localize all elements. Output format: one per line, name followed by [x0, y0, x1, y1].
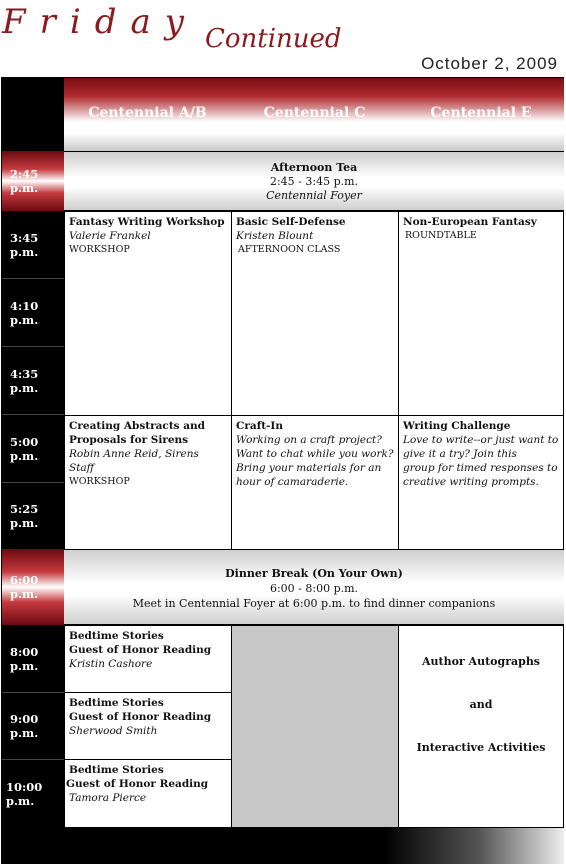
session-author-autographs — [398, 625, 564, 828]
time-label: 4:35 p.m. — [10, 366, 39, 395]
session-title-line1: Creating Abstracts and — [69, 420, 206, 432]
afternoon-tea-band — [64, 151, 564, 211]
session-craft-in — [231, 415, 399, 550]
time-slot-600 — [2, 549, 64, 625]
session-type: AFTERNOON CLASS — [238, 244, 341, 255]
time-slot-245 — [2, 151, 64, 211]
session-bedtime-stories-smith — [64, 692, 232, 760]
time-slot-410 — [2, 279, 64, 347]
session-title-line2: Guest of Honor Reading — [66, 778, 209, 790]
session-presenter: Kristen Blount — [236, 230, 314, 242]
session-desc-line: Working on a craft project? — [236, 434, 382, 446]
session-type: ROUNDTABLE — [405, 230, 477, 241]
session-bedtime-stories-cashore — [64, 625, 232, 693]
time-slot-800 — [2, 625, 64, 693]
dinner-time: 6:00 - 8:00 p.m. — [269, 582, 359, 595]
title-friday: Friday — [2, 2, 198, 42]
time-slot-525 — [2, 483, 64, 549]
session-title: Fantasy Writing Workshop — [69, 216, 225, 228]
time-slot-435 — [2, 347, 64, 415]
session-creating-abstracts — [64, 415, 232, 550]
session-type: WORKSHOP — [69, 244, 130, 255]
tea-title: Afternoon Tea — [270, 161, 358, 174]
session-non-european-fantasy — [398, 211, 564, 416]
session-title: Craft-In — [236, 420, 283, 432]
session-presenter: Valerie Frankel — [69, 230, 151, 242]
session-title-line1: Bedtime Stories — [69, 630, 164, 642]
time-label: 3:45 p.m. — [10, 230, 39, 259]
empty-slot-centennial-c — [231, 625, 399, 828]
session-fantasy-writing-workshop — [64, 211, 232, 416]
session-type: WORKSHOP — [69, 476, 130, 487]
footer-bar — [2, 828, 564, 864]
time-label: 4:10 p.m. — [10, 298, 39, 327]
time-label: 10:00 p.m. — [6, 780, 43, 808]
session-presenter: Sherwood Smith — [69, 725, 158, 737]
title-continued: Continued — [205, 24, 342, 54]
dinner-break-band — [64, 549, 564, 625]
session-title: Non-European Fantasy — [403, 216, 537, 228]
session-desc-line: give it a try? Join this — [403, 448, 517, 460]
dinner-title: Dinner Break (On Your Own) — [225, 567, 403, 580]
time-slot-500 — [2, 415, 64, 483]
dinner-note: Meet in Centennial Foyer at 6:00 p.m. to find dinner companions — [132, 597, 496, 610]
time-slot-345 — [2, 211, 64, 279]
column-header-ab: Centennial A/B — [88, 105, 207, 121]
session-desc-line: Want to chat while you work? — [236, 448, 394, 460]
session-title: Basic Self-Defense — [236, 216, 346, 228]
session-title-line2: Guest of Honor Reading — [69, 644, 212, 656]
session-desc-line: hour of camaraderie. — [236, 476, 349, 488]
session-desc-line: creative writing prompts. — [403, 476, 539, 488]
time-label: 6:00 p.m. — [10, 573, 39, 601]
autographs-line2: and — [469, 698, 493, 711]
autographs-line3: Interactive Activities — [416, 741, 546, 754]
session-desc-line: Bring your materials for an — [236, 462, 382, 474]
session-presenter: Kristin Cashore — [69, 658, 153, 670]
time-slot-1000 — [2, 760, 64, 828]
session-title-line2: Guest of Honor Reading — [69, 711, 212, 723]
session-title-line1: Bedtime Stories — [69, 764, 164, 776]
time-label: 8:00 p.m. — [10, 644, 39, 673]
column-header-c: Centennial C — [263, 105, 366, 121]
tea-place: Centennial Foyer — [266, 189, 362, 202]
page-date: October 2, 2009 — [421, 54, 558, 73]
time-slot-900 — [2, 693, 64, 760]
session-title-line2: Proposals for Sirens — [69, 434, 189, 446]
column-header-e: Centennial E — [430, 105, 532, 121]
session-desc-line: group for timed responses to — [403, 462, 558, 474]
session-presenter: Robin Anne Reid, Sirens Staff — [69, 448, 199, 474]
time-label: 2:45 p.m. — [10, 167, 39, 195]
session-desc-line: Love to write--or just want to — [403, 434, 559, 446]
session-presenter: Tamora Pierce — [69, 792, 147, 804]
time-label: 5:25 p.m. — [10, 502, 39, 530]
session-basic-self-defense — [231, 211, 399, 416]
session-title: Writing Challenge — [403, 420, 511, 432]
autographs-line1: Author Autographs — [421, 655, 541, 668]
time-label: 9:00 p.m. — [10, 712, 39, 740]
time-label: 5:00 p.m. — [10, 434, 39, 463]
session-title-line1: Bedtime Stories — [69, 697, 164, 709]
session-writing-challenge — [398, 415, 564, 550]
session-bedtime-stories-pierce — [64, 759, 232, 828]
tea-time: 2:45 - 3:45 p.m. — [269, 175, 359, 188]
